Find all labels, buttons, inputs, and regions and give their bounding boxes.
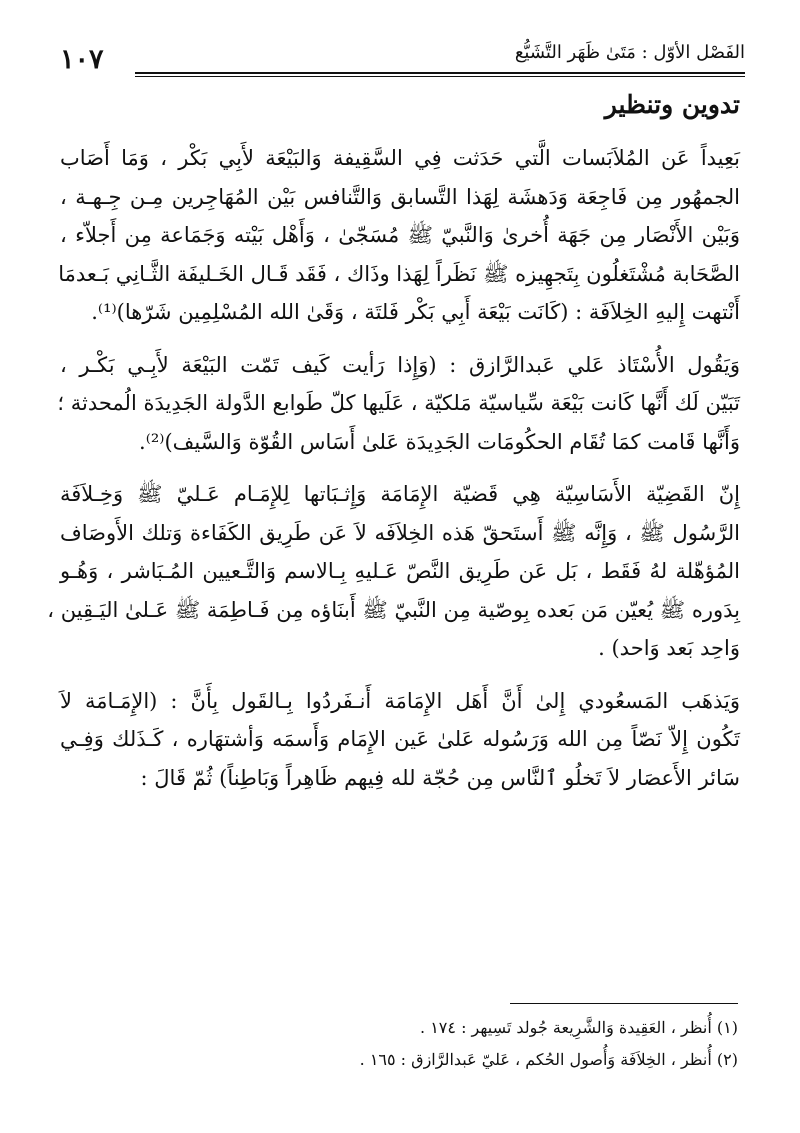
- text-line: أَنْتهت إِليهِ الخِلاَفَة : (كَانَت بَيْعَة أَبِي بَكْر فَلتَة ، وَقَىٰ الله المُسْلِمِين شَرّها)⁽¹⁾.: [91, 300, 740, 324]
- footnote-2: (٢) أُنظر ، الخِلاَفَة وَأُصول الحُكم ، عَليّ عَبدالرَّازق : ١٦٥ .: [359, 1050, 738, 1069]
- footnotes: [60, 1012, 738, 1076]
- text-line: تَبَيّن لَك أَنَّها كَانت بَيْعَة سِّياسيّة مَلكيّة ، عَلَيها كلّ طَوابع الدَّولة الجَدِيدَة الُمحدثة ؛: [57, 391, 740, 415]
- page-body: [47, 90, 740, 811]
- footnote-1: (١) أُنظر ، العَقِيدة وَالشَّرِيعة جُولد تَسِيهر : ١٧٤ .: [420, 1018, 738, 1037]
- text-line: المُؤهّلة لهُ فَقَط ، بَل عَن طَرِيق النَّصّ عَـليهِ بِـالاسم وَالتَّـعيين المُـبَاشر ، وَهُـو: [60, 559, 740, 583]
- header-rule: [135, 72, 745, 77]
- paragraph-3: [47, 475, 740, 668]
- text-line: وَيَقُول الأُسْتَاذ عَلي عَبدالرَّازق : (وَإِذا رَأيت كَيف تَمّت البَيْعَة لأَبِـي بَكْـر ،: [60, 352, 740, 377]
- text-line: سَائر الأَعصَار لاَ تَخلُو ٱلنَّاس مِن حُجّة لله فِيهم ظَاهِراً وَبَاطِناً) ثُمّ قَالَ :: [140, 765, 740, 790]
- text-line: بِدَوره ﷺ يُعيّن مَن بَعده بِوصّية مِن النَّبيّ ﷺ أَبنَاؤه مِن فَـاطِمَة ﷺ عَـلىٰ اليَـقِين ،: [47, 597, 740, 622]
- paragraph-1: [60, 139, 740, 332]
- text-line: تَكُون إِلاّ نَصّاً مِن الله وَرَسُوله عَلىٰ عَين الإِمَام وَأَسمَه وَأشتهَاره ، كَـذَلك وَفِـي: [60, 727, 740, 751]
- text-line: إِنّ القَضِيّة الأَسَاسِيّة هِي قَضيّة الإِمَامَة وَإِثـبَاتها لِلإِمَـام عَـليّ ﷺ وَخِـلاَفَة: [60, 482, 740, 506]
- text-line: الجمهُور مِن فَاجِعَة وَدَهشَة لِهَذا التَّسابق وَالتَّنافس بَيْن المُهَاجِرين مِـن جِـهـة ،: [60, 184, 740, 209]
- text-line: وَبَيْن الأَنْصَار مِن جَهَة أُخرىٰ وَالنَّبيّ ﷺ مُسَجّىٰ ، وَأَهْل بَيْته وَجَمَاعة مِن أَجلاّء ،: [60, 223, 740, 247]
- text-line: وَأَنَّها قَامت كمَا تُقَام الحكُومَات الجَدِيدَة عَلىٰ أَسَاس القُوّة وَالسَّيف)⁽²⁾.: [139, 429, 740, 454]
- footnote-rule: [510, 1003, 738, 1004]
- text-line: الصَّحَابة مُشْتَغلُون بِتَجهِيزه ﷺ نَظَراً لِهَذا وذَاك ، فَقَد قَـال الخَـليفَة الثَّـانِي بَـعدمَا: [58, 261, 740, 286]
- text-line: وَيَذهَب المَسعُودي إِلىٰ أَنَّ أَهَل الإِمَامَة أَنـفَردُوا بِـالقَول بِأَنَّ : (الإِمَـامَة لاَ: [60, 688, 740, 713]
- section-title: تدوين وتنظير: [604, 90, 740, 119]
- page-header: [60, 38, 745, 78]
- text-line: وَاحِد بَعد وَاحد) .: [598, 636, 740, 660]
- paragraph-4: [60, 682, 740, 798]
- text-line: بَعِيداً عَن المُلاَبَسات الَّتي حَدَثت فِي السَّقِيفة وَالبَيْعَة لأَبِي بَكْر ، وَمَا أَصَاب: [60, 146, 740, 170]
- paragraph-2: [57, 346, 740, 462]
- running-head: الفَصْل الأوّل : مَتَىٰ ظَهَر التَّشَيُّع: [514, 42, 745, 63]
- text-line: الرَّسُول ﷺ ، وَإِنَّه ﷺ أَستَحقّ هَذه الخِلاَفَه لاَ عَن طَرِيق الكَفَاءة وَتلك الأَوصَاف: [60, 520, 740, 545]
- page-number: ١٠٧: [60, 44, 104, 75]
